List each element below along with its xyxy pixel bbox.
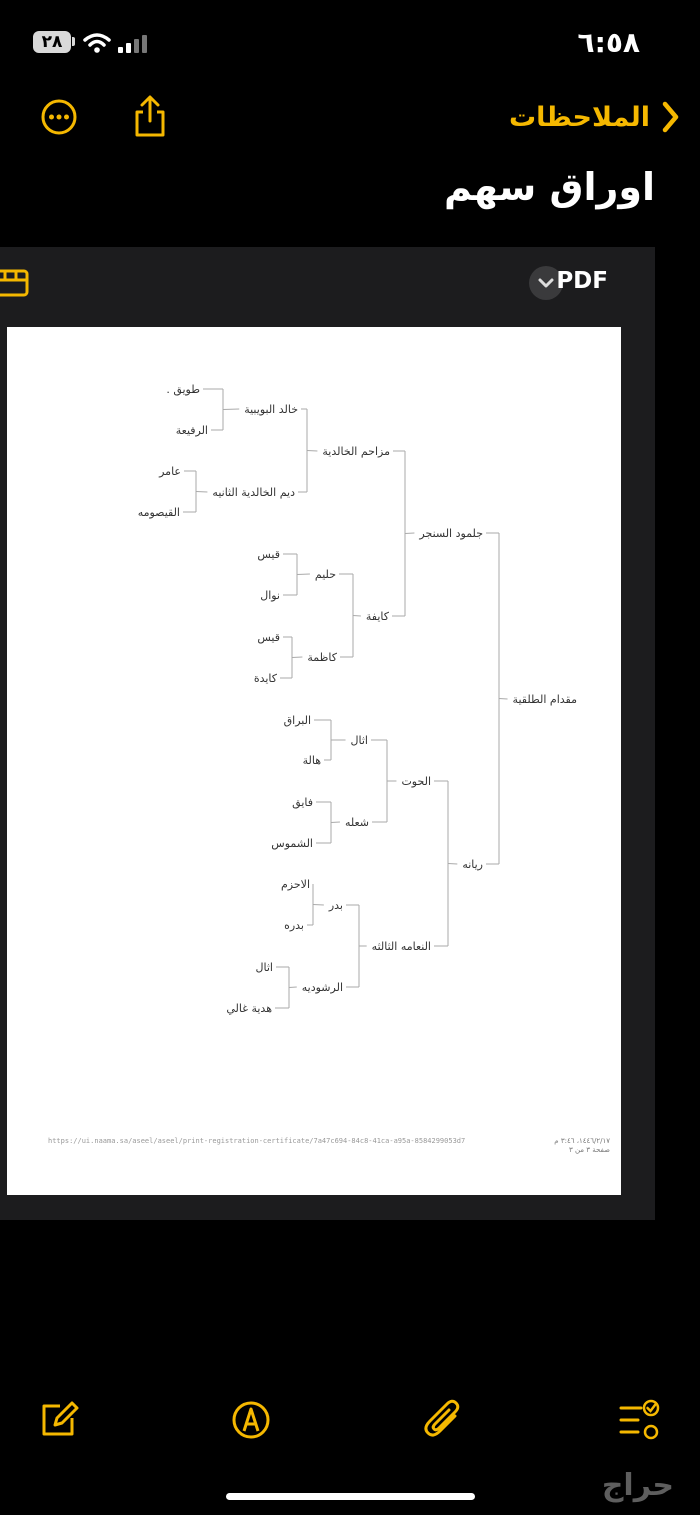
tree-node-gen3: بدر (328, 899, 343, 912)
tree-connector (405, 533, 414, 534)
footer-date (520, 1137, 610, 1155)
tree-connector (196, 492, 207, 493)
tree-connector (297, 574, 310, 575)
tree-connector (331, 822, 340, 823)
battery-icon: ٢٨ (33, 31, 71, 53)
tree-node-gen3: اثال (350, 734, 368, 747)
tree-node-root: مقدام الطلقية (512, 693, 577, 706)
tree-node-gen1: جلمود السنجر (419, 527, 483, 540)
footer-timestamp: ١٤٤٦/٢/١٧، ٣:٤٦ م (554, 1137, 610, 1145)
document-icon[interactable] (0, 267, 30, 299)
tree-connector (353, 616, 361, 617)
tree-node-gen4: قيس (257, 548, 280, 561)
tree-node-gen3: كاظمة (307, 651, 337, 664)
tree-node-gen4: فايق (292, 796, 313, 809)
tree-connector (289, 987, 297, 988)
tree-node-gen4: عامر (159, 465, 181, 478)
battery-tip (72, 37, 75, 46)
tree-node-gen4: هالة (302, 754, 321, 767)
note-title: اوراق سهم (443, 165, 655, 209)
tree-node-gen4: الشموس (271, 837, 313, 850)
pedigree-tree (7, 327, 621, 1195)
footer-url: https://ui.naama.sa/aseel/aseel/print-registration-certificate/7a47c694-84c8-41ca-a95a-8584299053d7 (48, 1137, 466, 1145)
tree-node-gen4: اثال (255, 961, 273, 974)
tree-node-gen3: حليم (314, 568, 336, 581)
tree-connector (223, 409, 239, 410)
tree-node-gen4: كايدة (253, 672, 277, 685)
tree-node-gen4: نوال (260, 589, 280, 602)
wifi-icon (82, 31, 112, 53)
tree-node-gen3: الرشوديه (301, 981, 343, 994)
footer-page-number: صفحة ٣ من ٣ (568, 1146, 610, 1154)
tree-connector (448, 864, 457, 865)
tree-node-gen2: كايفة (365, 610, 389, 623)
tree-node-gen4: الاحزم (280, 878, 310, 891)
status-time: ٦:٥٨ (577, 26, 640, 59)
tree-node-gen4: الرفيعة (175, 424, 208, 437)
tree-node-gen2: مزاحم الخالدية (322, 445, 390, 458)
tree-node-gen4: القيصومه (137, 506, 180, 519)
compose-icon[interactable] (38, 1398, 80, 1442)
back-button[interactable] (509, 95, 680, 139)
tree-node-gen2: النعامه الثالثه (371, 940, 431, 953)
tree-node-gen4: . طويق (166, 383, 200, 396)
signal-icon (118, 35, 150, 53)
tree-node-gen3: ديم الخالدية الثانيه (212, 486, 295, 499)
tree-node-gen4: بدره (284, 919, 304, 932)
tree-node-gen4: هدية غالي (226, 1002, 272, 1015)
haraj-watermark-logo: حراج (601, 1468, 674, 1503)
tree-node-gen2: الحوت (401, 775, 431, 788)
tree-node-gen4: قيس (257, 631, 280, 644)
more-icon[interactable] (40, 98, 78, 136)
tree-connector (313, 905, 324, 906)
tree-node-gen3: شعله (344, 816, 369, 829)
pdf-label: PDF (556, 268, 608, 294)
back-label: الملاحظات (508, 101, 650, 133)
tree-connector (499, 699, 508, 700)
chevron-left-icon (660, 100, 680, 134)
home-indicator[interactable] (226, 1493, 475, 1500)
paperclip-icon[interactable] (423, 1398, 465, 1442)
markup-icon[interactable] (230, 1398, 272, 1442)
share-icon[interactable] (131, 94, 169, 138)
tree-node-gen4: البراق (283, 714, 311, 727)
tree-connector (307, 451, 317, 452)
tree-connector (292, 657, 302, 658)
checklist-icon[interactable] (618, 1398, 660, 1442)
tree-node-gen1: ريانه (462, 858, 483, 871)
tree-node-gen3: خالد البويبية (244, 403, 298, 416)
